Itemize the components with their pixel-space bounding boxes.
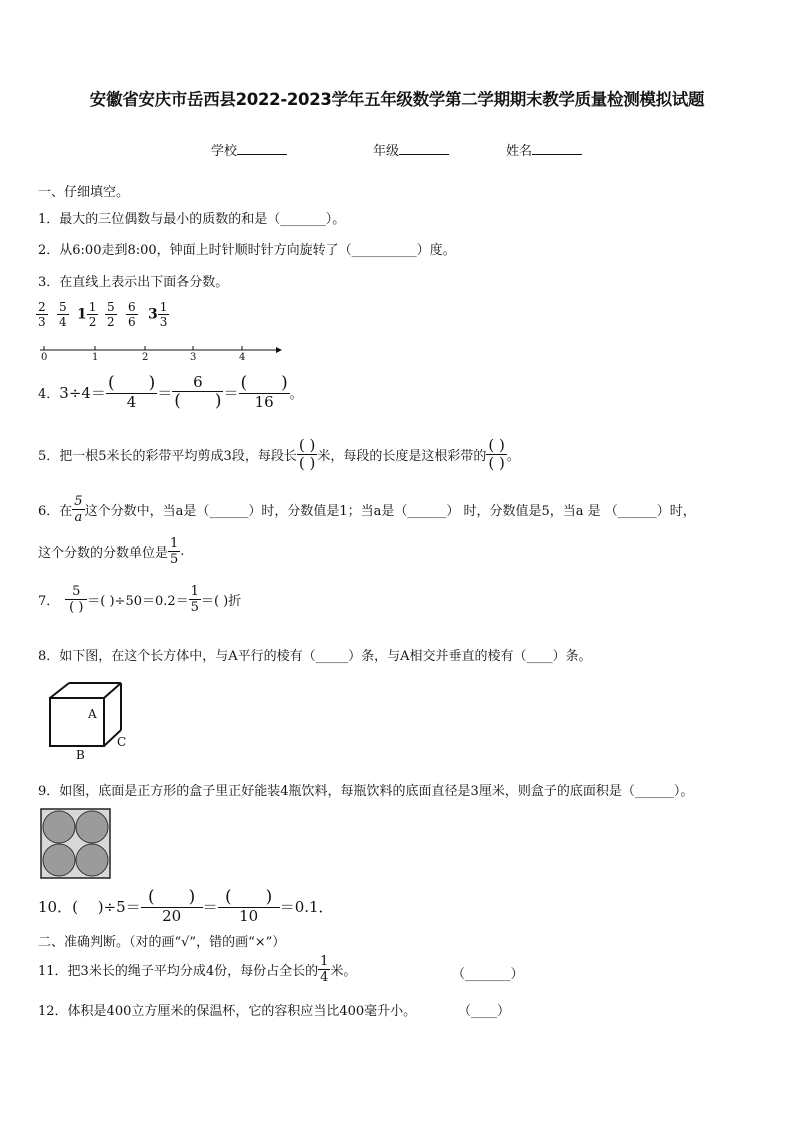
q3-fraction-2: $\frac{5}{4}$ (59, 300, 67, 329)
question-11: 11．把3米长的绳子平均分成4份，每份占全长的 $\frac{1}{4}$ 米。 (38, 954, 357, 985)
grade-blank[interactable] (399, 142, 449, 155)
cuboid-label-b: B (76, 748, 85, 762)
question-7: 7． $\frac{5}{( )}$ ＝( )÷50＝0.2＝ $\frac{1}{5}$ ＝( )折 (38, 584, 242, 615)
question-9: 9．如图，底面是正方形的盒子里正好能装4瓶饮料，每瓶饮料的底面直径是3厘米，则盒子的底面积是（______）。 (38, 784, 694, 799)
name-field (506, 140, 582, 159)
question-2: 2．从6:00走到8:00，钟面上时针顺时针方向旋转了（__________）度。 (38, 243, 456, 258)
question-6-line-2: 这个分数的分数单位是 $\frac{1}{5}$ . (38, 536, 185, 567)
question-12-answer[interactable]: （____） (458, 1004, 511, 1019)
question-3: 3．在直线上表示出下面各分数。 (38, 275, 229, 290)
name-label: 姓名 (506, 144, 533, 159)
tick-3: 3 (190, 352, 197, 363)
tick-1: 1 (92, 352, 99, 363)
question-8: 8．如下图，在这个长方体中，与A平行的棱有（_____）条，与A相交并垂直的棱有（____）条。 (38, 649, 592, 664)
section-2-heading: 二、准确判断。（对的画“√”，错的画“×”） (38, 935, 286, 950)
section-1-heading: 一、仔细填空。 (38, 185, 130, 200)
school-blank[interactable] (237, 142, 287, 155)
question-11-answer[interactable]: （_______） (452, 967, 524, 982)
tick-0: 0 (41, 352, 48, 363)
question-5: 5．把一根5米长的彩带平均剪成3段，每段长 $\frac{( )}{( )}$ 米，每段的长度是这根彩带的 $\frac{( )}{( )}$ 。 (38, 436, 520, 472)
question-4: 4． 3÷4＝ $\frac{( )}{4}$ ＝ $\frac{6}{( )}$ ＝ $\frac{( )}{16}$ 。 (38, 373, 303, 411)
number-line (36, 343, 286, 363)
tick-4: 4 (239, 352, 246, 363)
q3-fraction-5: $\frac{6}{6}$ (128, 300, 136, 329)
school-field (211, 140, 287, 159)
question-1: 1．最大的三位偶数与最小的质数的和是（_______）。 (38, 212, 346, 227)
cuboid-label-a: A (88, 707, 97, 721)
tick-2: 2 (142, 352, 149, 363)
page-title: 安徽省安庆市岳西县2022-2023学年五年级数学第二学期期末教学质量检测模拟试题 (89, 90, 705, 109)
grade-label: 年级 (373, 144, 400, 159)
cuboid-label-c: C (117, 735, 127, 749)
q3-fraction-1: $\frac{2}{3}$ (38, 300, 46, 329)
question-10: 10．( )÷5＝ $\frac{( )}{20}$ ＝ $\frac{( )}{10}$ ＝0.1． (38, 887, 334, 925)
box-with-bottles-figure (40, 808, 112, 880)
question-12: 12．体积是400立方厘米的保温杯，它的容积应当比400毫升小。 (38, 1004, 417, 1019)
name-blank[interactable] (532, 142, 582, 155)
school-label: 学校 (211, 144, 238, 159)
grade-field (373, 140, 449, 159)
q3-fraction-3: 1 $\frac{1}{2}$ (77, 300, 97, 329)
q3-fraction-4: $\frac{5}{2}$ (107, 300, 115, 329)
q3-fraction-6: 3 $\frac{1}{3}$ (148, 300, 168, 329)
question-6: 6．在 $\frac{5}{a}$ 这个分数中，当a是（______）时，分数值是1；当a是（______） 时，分数值是5，当a 是 （______）时， (38, 494, 696, 525)
